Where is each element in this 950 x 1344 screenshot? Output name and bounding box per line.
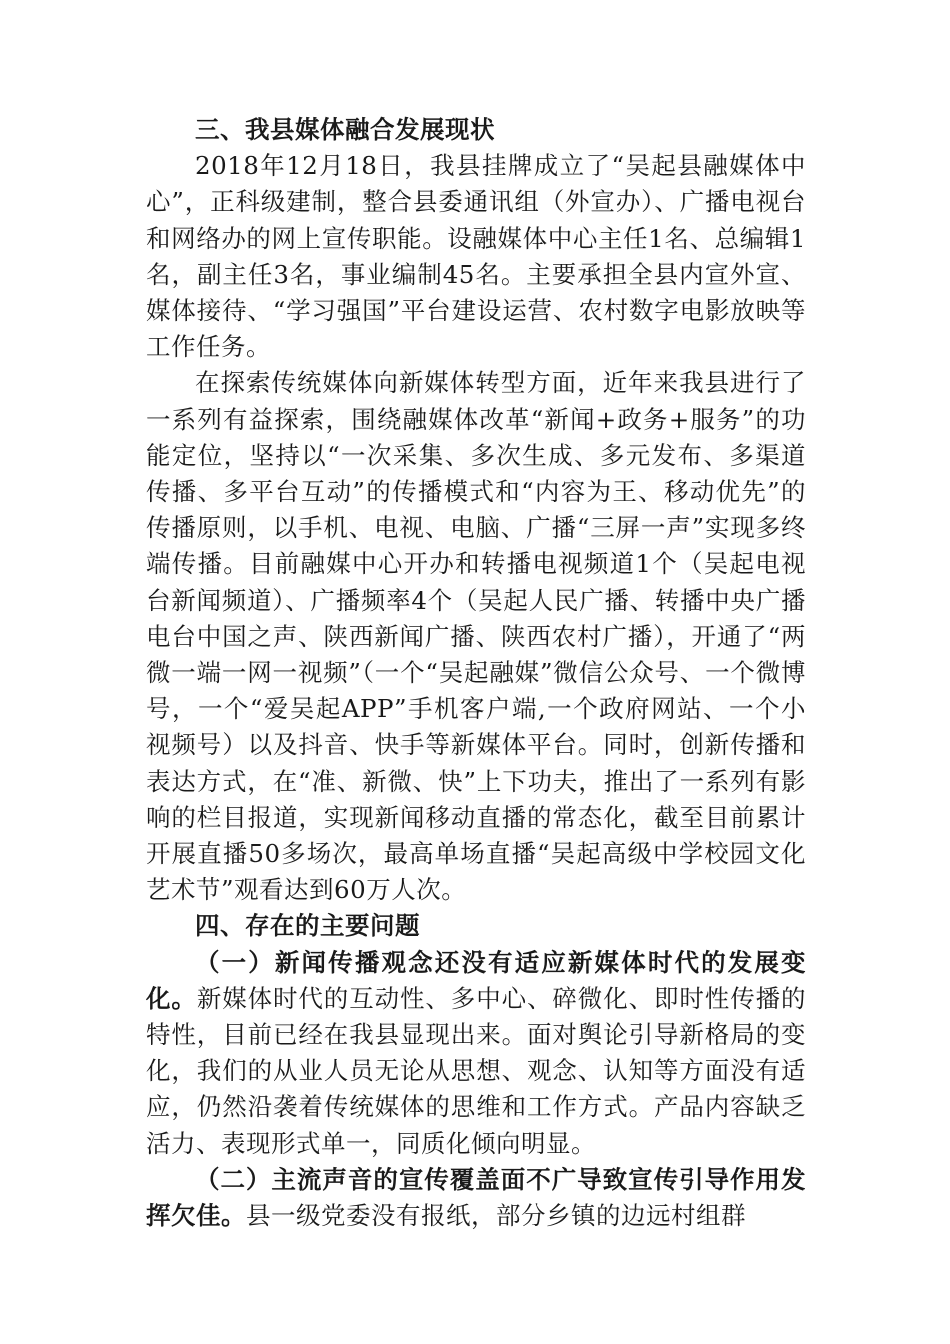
section-4-item-1 — [146, 945, 806, 1162]
section-4-heading: 四、存在的主要问题 — [195, 911, 420, 941]
document-body — [146, 112, 806, 1234]
section-4-item-2-lead: （二）主流声音的宣传覆盖面不广导致宣传引导作用发挥欠佳。 — [146, 1164, 806, 1231]
section-4-item-2-body: 县一级党委没有报纸，部分乡镇的边远村组群 — [246, 1201, 746, 1231]
section-4-item-1-lead: （一）新闻传播观念还没有适应新媒体时代的发展变化。 — [146, 947, 806, 1013]
section-3-paragraph-2: 在探索传统媒体向新媒体转型方面，近年来我县进行了一系列有益探索，围绕融媒体改革“新闻+政务+服务”的功能定位，坚持以“一次采集、多次生成、多元发布、多渠道传播、多平台互动”的传播模式和“内容为王、移动优先”的传播原则，以手机、电视、电脑、广播“三屏一声”实现多终端传播。目前融媒中心开办和转播电视频道1个（吴起电视台新闻频道）、广播频率4个（吴起人民广播、转播中央广播电台中国之声、陕西新闻广播、陕西农村广播），开通了“两微一端一网一视频”（一个“吴起融媒”微信公众号、一个微博号，一个“爱吴起APP”手机客户端,一个政府网站、一个小视频号）以及抖音、快手等新媒体平台。同时，创新传播和表达方式，在“准、新微、快”上下功夫，推出了一系列有影响的栏目报道，实现新闻移动直播的常态化，截至目前累计开展直播50多场次，最高单场直播“吴起高级中学校园文化艺术节”观看达到60万人次。 — [146, 368, 806, 905]
section-4-item-2 — [146, 1162, 806, 1234]
section-4-item-1-body: 新媒体时代的互动性、多中心、碎微化、即时性传播的特性，目前已经在我县显现出来。面对舆论引导新格局的变化，我们的从业人员无论从思想、观念、认知等方面没有适应，仍然沿袭着传统媒体的思维和工作方式。产品内容缺乏活力、表现形式单一，同质化倾向明显。 — [146, 983, 807, 1158]
section-3-heading: 三、我县媒体融合发展现状 — [195, 115, 495, 144]
section-3-paragraph-1: 2018年12月18日，我县挂牌成立了“吴起县融媒体中心”，正科级建制，整合县委通讯组（外宣办）、广播电视台和网络办的网上宣传职能。设融媒体中心主任1名、总编辑1名，副主任3名，事业编制45名。主要承担全县内宣外宣、媒体接待、“学习强国”平台建设运营、农村数字电影放映等工作任务。 — [146, 151, 806, 362]
